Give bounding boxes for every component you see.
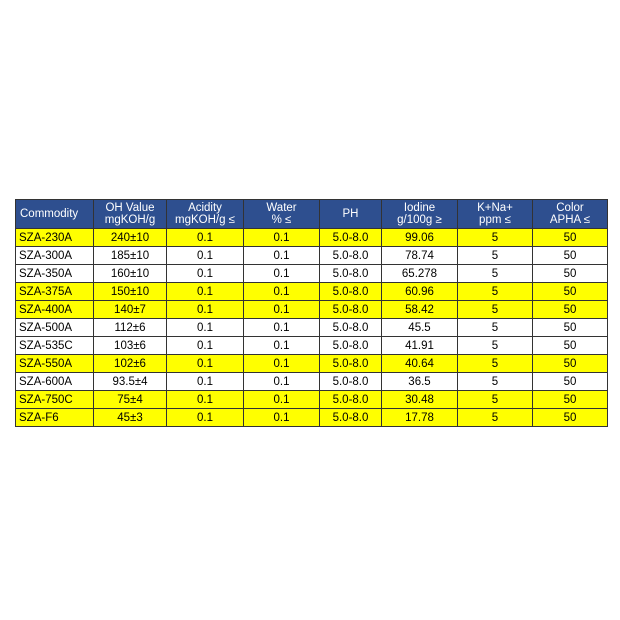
header-k-na: K+Na+ ppm ≤: [458, 200, 533, 229]
k-na-cell: 5: [458, 247, 533, 265]
water-cell: 0.1: [244, 391, 320, 409]
iodine-cell: 60.96: [382, 283, 458, 301]
header-oh-value: OH Value mgKOH/g: [94, 200, 167, 229]
color-cell: 50: [533, 319, 608, 337]
table-row: [16, 265, 608, 283]
water-cell: 0.1: [244, 373, 320, 391]
k-na-cell: 5: [458, 355, 533, 373]
k-na-cell: 5: [458, 391, 533, 409]
iodine-cell: 30.48: [382, 391, 458, 409]
commodity-cell: SZA-600A: [16, 373, 94, 391]
water-cell: 0.1: [244, 265, 320, 283]
water-cell: 0.1: [244, 409, 320, 427]
commodity-cell: SZA-350A: [16, 265, 94, 283]
color-cell: 50: [533, 229, 608, 247]
water-cell: 0.1: [244, 229, 320, 247]
table-row: [16, 319, 608, 337]
k-na-cell: 5: [458, 373, 533, 391]
ph-cell: 5.0-8.0: [320, 409, 382, 427]
water-cell: 0.1: [244, 337, 320, 355]
k-na-cell: 5: [458, 337, 533, 355]
ph-cell: 5.0-8.0: [320, 355, 382, 373]
iodine-cell: 36.5: [382, 373, 458, 391]
acidity-cell: 0.1: [167, 265, 244, 283]
ph-cell: 5.0-8.0: [320, 373, 382, 391]
oh-value-cell: 240±10: [94, 229, 167, 247]
k-na-cell: 5: [458, 283, 533, 301]
table-row: [16, 247, 608, 265]
color-cell: 50: [533, 265, 608, 283]
iodine-cell: 40.64: [382, 355, 458, 373]
header-ph: PH: [320, 200, 382, 229]
color-cell: 50: [533, 247, 608, 265]
header-iodine: Iodine g/100g ≥: [382, 200, 458, 229]
commodity-cell: SZA-300A: [16, 247, 94, 265]
k-na-cell: 5: [458, 409, 533, 427]
acidity-cell: 0.1: [167, 247, 244, 265]
acidity-cell: 0.1: [167, 319, 244, 337]
oh-value-cell: 112±6: [94, 319, 167, 337]
oh-value-cell: 150±10: [94, 283, 167, 301]
commodity-cell: SZA-500A: [16, 319, 94, 337]
ph-cell: 5.0-8.0: [320, 337, 382, 355]
table-body: [16, 229, 608, 427]
iodine-cell: 65.278: [382, 265, 458, 283]
acidity-cell: 0.1: [167, 391, 244, 409]
k-na-cell: 5: [458, 319, 533, 337]
acidity-cell: 0.1: [167, 409, 244, 427]
commodity-cell: SZA-550A: [16, 355, 94, 373]
oh-value-cell: 160±10: [94, 265, 167, 283]
acidity-cell: 0.1: [167, 229, 244, 247]
commodity-cell: SZA-230A: [16, 229, 94, 247]
iodine-cell: 99.06: [382, 229, 458, 247]
table-row: [16, 391, 608, 409]
header-acidity: Acidity mgKOH/g ≤: [167, 200, 244, 229]
oh-value-cell: 45±3: [94, 409, 167, 427]
oh-value-cell: 140±7: [94, 301, 167, 319]
ph-cell: 5.0-8.0: [320, 319, 382, 337]
k-na-cell: 5: [458, 229, 533, 247]
ph-cell: 5.0-8.0: [320, 265, 382, 283]
color-cell: 50: [533, 283, 608, 301]
color-cell: 50: [533, 391, 608, 409]
header-water: Water % ≤: [244, 200, 320, 229]
table-row: [16, 229, 608, 247]
commodity-cell: SZA-535C: [16, 337, 94, 355]
commodity-cell: SZA-400A: [16, 301, 94, 319]
ph-cell: 5.0-8.0: [320, 301, 382, 319]
color-cell: 50: [533, 355, 608, 373]
water-cell: 0.1: [244, 355, 320, 373]
water-cell: 0.1: [244, 247, 320, 265]
iodine-cell: 17.78: [382, 409, 458, 427]
acidity-cell: 0.1: [167, 283, 244, 301]
water-cell: 0.1: [244, 319, 320, 337]
iodine-cell: 58.42: [382, 301, 458, 319]
k-na-cell: 5: [458, 301, 533, 319]
ph-cell: 5.0-8.0: [320, 391, 382, 409]
table-row: [16, 301, 608, 319]
oh-value-cell: 103±6: [94, 337, 167, 355]
table-row: [16, 409, 608, 427]
table-row: [16, 337, 608, 355]
color-cell: 50: [533, 409, 608, 427]
specification-table: [15, 199, 608, 427]
color-cell: 50: [533, 337, 608, 355]
k-na-cell: 5: [458, 265, 533, 283]
header-commodity: Commodity: [16, 200, 94, 229]
commodity-cell: SZA-375A: [16, 283, 94, 301]
ph-cell: 5.0-8.0: [320, 283, 382, 301]
header-color: Color APHA ≤: [533, 200, 608, 229]
color-cell: 50: [533, 301, 608, 319]
ph-cell: 5.0-8.0: [320, 229, 382, 247]
table-row: [16, 283, 608, 301]
ph-cell: 5.0-8.0: [320, 247, 382, 265]
commodity-cell: SZA-F6: [16, 409, 94, 427]
color-cell: 50: [533, 373, 608, 391]
header-row: [16, 200, 608, 229]
iodine-cell: 78.74: [382, 247, 458, 265]
oh-value-cell: 185±10: [94, 247, 167, 265]
acidity-cell: 0.1: [167, 337, 244, 355]
water-cell: 0.1: [244, 283, 320, 301]
iodine-cell: 45.5: [382, 319, 458, 337]
table-row: [16, 373, 608, 391]
iodine-cell: 41.91: [382, 337, 458, 355]
oh-value-cell: 102±6: [94, 355, 167, 373]
acidity-cell: 0.1: [167, 301, 244, 319]
acidity-cell: 0.1: [167, 355, 244, 373]
table-row: [16, 355, 608, 373]
water-cell: 0.1: [244, 301, 320, 319]
oh-value-cell: 93.5±4: [94, 373, 167, 391]
oh-value-cell: 75±4: [94, 391, 167, 409]
commodity-cell: SZA-750C: [16, 391, 94, 409]
acidity-cell: 0.1: [167, 373, 244, 391]
